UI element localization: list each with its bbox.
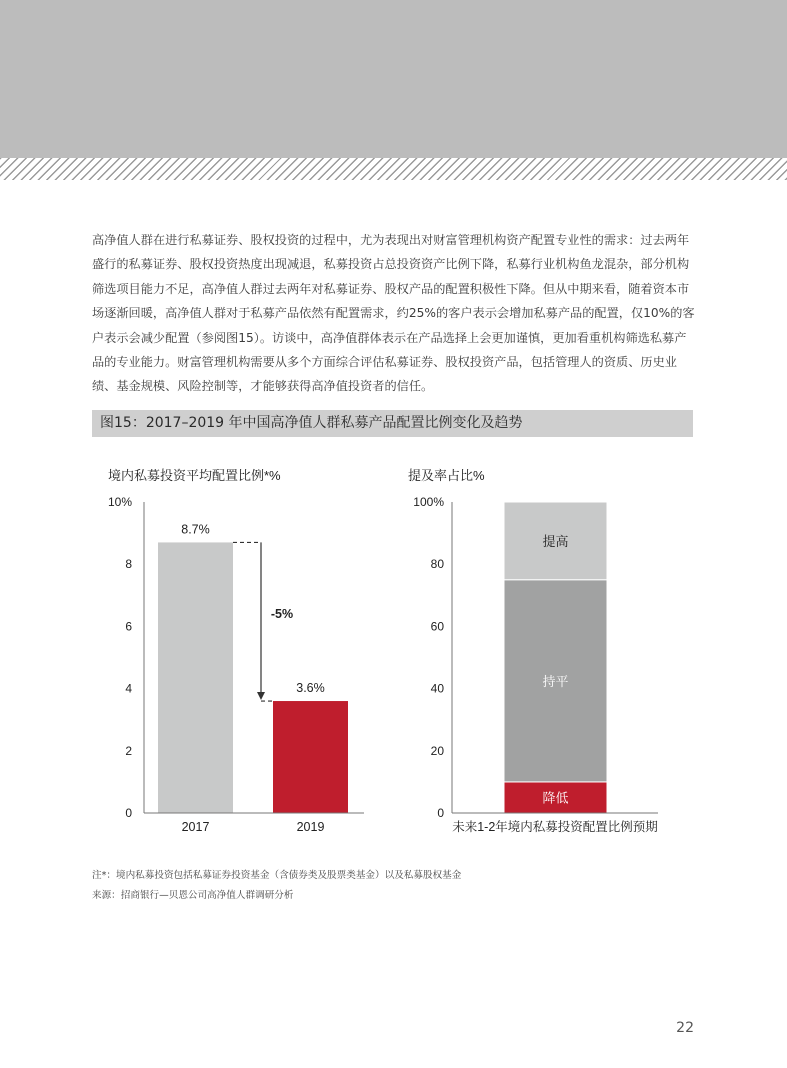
left-bar-data-label: 8.7%	[181, 522, 210, 537]
right-y-tick-label: 0	[437, 806, 444, 820]
right-stacked-bar	[504, 502, 607, 813]
left-y-axis	[108, 495, 132, 820]
right-y-axis	[413, 495, 444, 820]
left-y-tick-label: 6	[125, 619, 132, 634]
page-number: 22	[676, 1020, 694, 1036]
right-y-tick-label: 60	[430, 619, 444, 634]
source-note: 来源：招商银行—贝恩公司高净值人群调研分析	[92, 890, 294, 901]
left-chart	[108, 468, 364, 834]
decline-arrow	[233, 542, 273, 701]
left-bar-data-label: 3.6%	[296, 681, 325, 696]
left-y-tick-label: 2	[125, 743, 132, 758]
right-y-tick-label: 100%	[413, 495, 444, 509]
header-hatch	[0, 158, 787, 180]
left-y-tick-label: 4	[125, 681, 132, 696]
right-y-tick-label: 20	[430, 743, 444, 758]
segment-label: 提高	[542, 533, 569, 549]
left-y-tick-label: 10%	[107, 495, 132, 509]
charts-area	[0, 450, 787, 850]
body-paragraph: 高净值人群在进行私募证券、股权投资的过程中，尤为表现出对财富管理机构资产配置专业性的需求：过去两年盛行的私募证券、股权投资热度出现减退，私募投资占总投资资产比例下降，私募行业机构鱼龙混杂，部分机构筛选项目能力不足，高净值人群过去两年对私募证券、股权产品的配置积极性下降。但从中期来看，随着资本市场逐渐回暖，高净值人群对于私募产品依然有配置需求，约25%的客户表示会增加私募产品的配置，仅10%的客户表示会减少配置（参阅图15）。访谈中，高净值群体表示在产品选择上会更加谨慎，更加看重机构筛选私募产品的专业能力。财富管理机构需要从多个方面综合评估私募证券、股权投资产品，包括管理人的资质、历史业绩、基金规模、风险控制等，才能够获得高净值投资者的信任。	[92, 233, 695, 394]
left-x-tick-label: 2017	[181, 820, 210, 834]
right-x-category-label: 未来1-2年境内私募投资配置比例预期	[452, 820, 658, 834]
right-y-tick-label: 40	[430, 681, 444, 696]
decline-annotation: -5%	[270, 607, 294, 621]
footnote: 注*：境内私募投资包括私募证券投资基金（含债券类及股票类基金）以及私募股权基金	[92, 870, 462, 881]
right-chart-title: 提及率占比%	[408, 468, 485, 483]
left-chart-title: 境内私募投资平均配置比例*%	[108, 468, 281, 483]
left-bars	[158, 522, 348, 834]
segment-label: 降低	[542, 790, 569, 806]
right-chart	[408, 468, 658, 834]
header-band	[0, 0, 787, 158]
left-bar-2019	[273, 701, 348, 813]
left-y-tick-label: 8	[125, 557, 132, 572]
right-y-tick-label: 80	[430, 557, 444, 572]
segment-label: 持平	[542, 673, 569, 689]
left-x-tick-label: 2019	[296, 820, 325, 834]
figure-title-bar	[92, 410, 693, 437]
left-bar-2017	[158, 542, 233, 813]
arrow-head	[257, 692, 265, 700]
figure-title: 图15：2017–2019 年中国高净值人群私募产品配置比例变化及趋势	[100, 415, 523, 431]
left-y-tick-label: 0	[125, 806, 132, 820]
